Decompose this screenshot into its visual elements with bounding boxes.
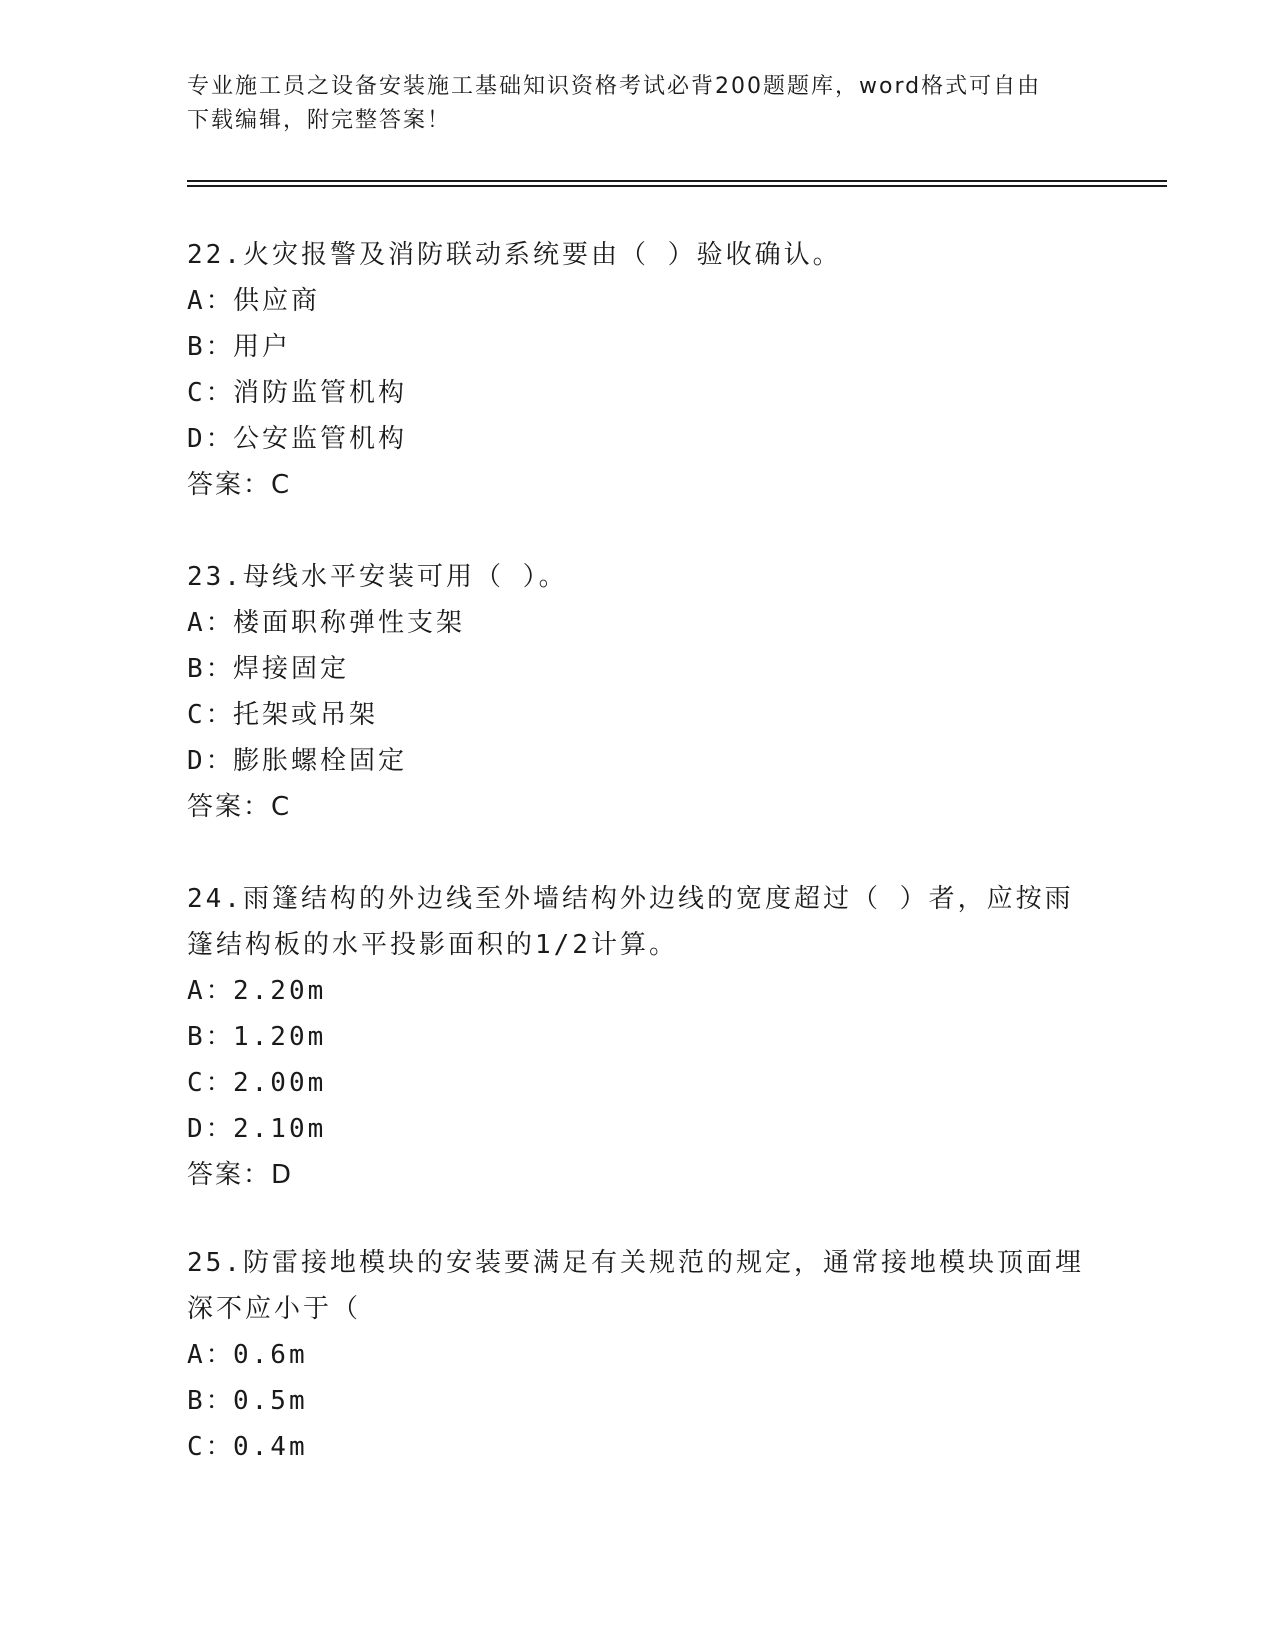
option-key: D：	[187, 746, 235, 776]
question-stem-line-1: 25.防雷接地模块的安装要满足有关规范的规定，通常接地模块顶面埋	[187, 1248, 1084, 1278]
header-line-1: 专业施工员之设备安装施工基础知识资格考试必背200题题库，word格式可自由	[187, 74, 1042, 99]
option-c	[187, 1060, 1087, 1106]
answer-line: 答案：D	[187, 1160, 294, 1190]
option-text: 0.4m	[233, 1432, 308, 1462]
question-stem: 23.母线水平安装可用（ ）。	[187, 562, 568, 592]
option-d	[187, 1106, 1087, 1152]
option-text: 楼面职称弹性支架	[233, 608, 466, 638]
option-text: 托架或吊架	[233, 700, 379, 730]
option-d	[187, 738, 1087, 784]
option-key: C：	[187, 700, 235, 730]
option-a	[187, 968, 1087, 1014]
option-key: C：	[187, 1432, 235, 1462]
option-b	[187, 1378, 1087, 1424]
option-key: A：	[187, 286, 235, 316]
option-key: B：	[187, 654, 235, 684]
option-text: 供应商	[233, 286, 321, 316]
option-key: B：	[187, 1386, 235, 1416]
question-stem-line-2: 深不应小于（	[187, 1294, 362, 1324]
option-text: 膨胀螺栓固定	[233, 746, 408, 776]
option-text: 0.5m	[233, 1386, 308, 1416]
option-key: C：	[187, 1068, 235, 1098]
question-22	[187, 232, 1087, 508]
option-text: 2.20m	[233, 976, 327, 1006]
option-d	[187, 416, 1087, 462]
option-key: C：	[187, 378, 235, 408]
question-25	[187, 1240, 1087, 1470]
header-divider-top	[187, 180, 1167, 182]
option-b	[187, 1014, 1087, 1060]
option-c	[187, 1424, 1087, 1470]
option-key: A：	[187, 976, 235, 1006]
answer-line: 答案：C	[187, 470, 292, 500]
option-key: A：	[187, 1340, 235, 1370]
option-a	[187, 1332, 1087, 1378]
question-stem: 22.火灾报警及消防联动系统要由（ ）验收确认。	[187, 240, 842, 270]
option-text: 2.10m	[233, 1114, 327, 1144]
option-key: B：	[187, 332, 235, 362]
question-24	[187, 876, 1087, 1198]
option-text: 消防监管机构	[233, 378, 408, 408]
option-c	[187, 370, 1087, 416]
option-text: 焊接固定	[233, 654, 350, 684]
option-text: 用户	[233, 332, 292, 362]
option-a	[187, 600, 1087, 646]
header-line-2: 下载编辑，附完整答案！	[187, 108, 452, 133]
option-key: B：	[187, 1022, 235, 1052]
option-a	[187, 278, 1087, 324]
answer-line: 答案：C	[187, 792, 292, 822]
question-stem-line-1: 24.雨篷结构的外边线至外墙结构外边线的宽度超过（ ）者，应按雨	[187, 884, 1074, 914]
option-key: D：	[187, 1114, 235, 1144]
document-header	[187, 70, 1087, 138]
question-stem-line-2: 篷结构板的水平投影面积的1/2计算。	[187, 930, 678, 960]
option-text: 2.00m	[233, 1068, 327, 1098]
option-b	[187, 324, 1087, 370]
option-text: 0.6m	[233, 1340, 308, 1370]
option-key: D：	[187, 424, 235, 454]
option-b	[187, 646, 1087, 692]
option-key: A：	[187, 608, 235, 638]
option-text: 公安监管机构	[233, 424, 408, 454]
header-divider-bottom	[187, 185, 1167, 187]
option-c	[187, 692, 1087, 738]
option-text: 1.20m	[233, 1022, 327, 1052]
question-23	[187, 554, 1087, 830]
